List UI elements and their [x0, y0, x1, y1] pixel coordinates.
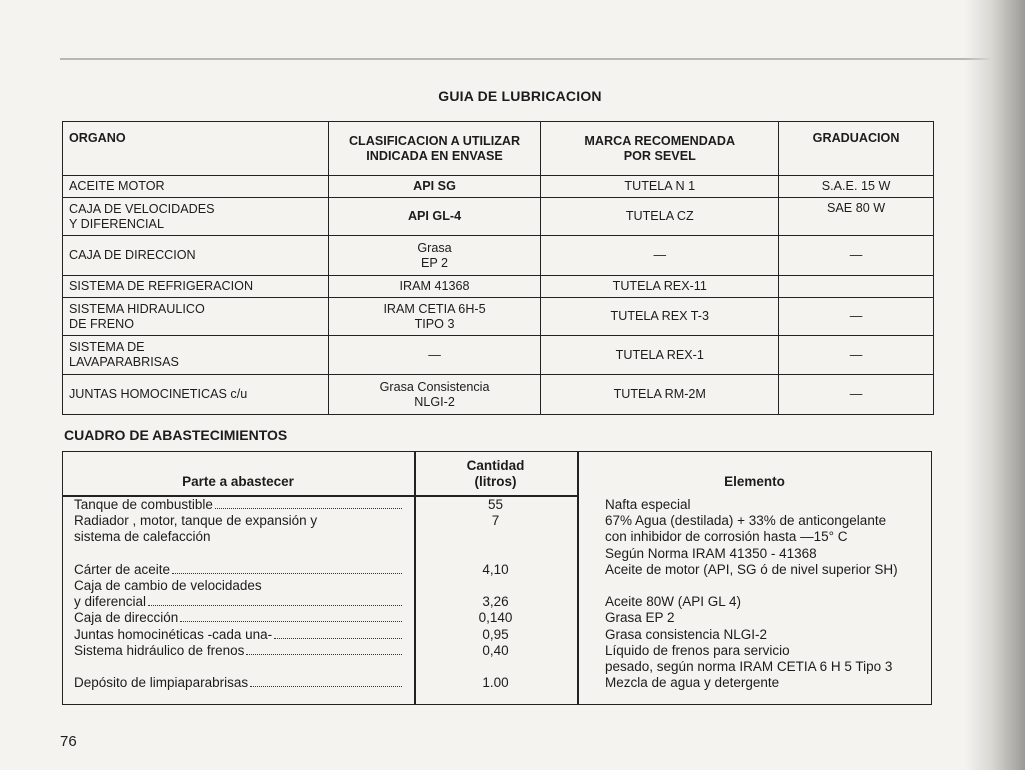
parte-line: [74, 610, 404, 626]
lubrication-table: [62, 121, 934, 415]
parte-text: Sistema hidráulico de frenos: [74, 642, 245, 658]
cell-clasificacion: Grasa Consistencia NLGI-2: [328, 375, 541, 415]
parte-text: Juntas homocinéticas -cada una-: [74, 626, 273, 642]
page-number: 76: [60, 733, 77, 750]
parte-line: Radiador , motor, tanque de expansión y: [74, 513, 318, 529]
cell-organo: SISTEMA DE REFRIGERACION: [63, 276, 329, 298]
parte-line: [74, 562, 404, 578]
elemento-line: Líquido de frenos para servicio: [605, 642, 790, 658]
cell-clasificacion: IRAM CETIA 6H-5 TIPO 3: [328, 298, 541, 336]
parte-line: [74, 643, 404, 659]
dot-leader: [215, 508, 402, 509]
elemento-line: Nafta especial: [605, 497, 691, 512]
elemento-line: Según Norma IRAM 41350 - 41368: [605, 545, 817, 561]
supply-table-title: CUADRO DE ABASTECIMIENTOS: [64, 427, 288, 443]
parte-line: Caja de cambio de velocidades: [74, 577, 262, 593]
elemento-line: con inhibidor de corrosión hasta —15° C: [605, 529, 848, 545]
cell-graduacion: [779, 276, 934, 298]
cell-marca: TUTELA REX-11: [541, 276, 779, 298]
parte-column: [74, 497, 404, 691]
parte-line: [74, 497, 404, 513]
cantidad-value: 7: [491, 513, 500, 529]
parte-line: sistema de calefacción: [74, 529, 211, 545]
top-rule: [60, 58, 995, 60]
elemento-line: pesado, según norma IRAM CETIA 6 H 5 Tipo 3: [605, 658, 893, 674]
cell-organo: CAJA DE DIRECCION: [63, 236, 329, 276]
dot-leader: [246, 654, 402, 655]
table-row: [63, 276, 934, 298]
cell-graduacion: —: [779, 336, 934, 375]
elemento-line: Aceite de motor (API, SG ó de nivel superior SH): [605, 561, 898, 577]
cantidad-value: 0,40: [482, 642, 509, 658]
table-row: [63, 336, 934, 375]
parte-line: [74, 546, 404, 562]
header-organo: ORGANO: [63, 122, 329, 176]
dot-leader: [172, 573, 402, 574]
elemento-line: [605, 578, 927, 594]
cell-graduacion: SAE 80 W: [779, 198, 934, 236]
cell-marca: TUTELA CZ: [541, 198, 779, 236]
cell-organo: SISTEMA HIDRAULICO DE FRENO: [63, 298, 329, 336]
dot-leader: [250, 686, 402, 687]
cell-clasificacion: IRAM 41368: [328, 276, 541, 298]
elemento-line: 67% Agua (destilada) + 33% de anticongelante: [605, 513, 887, 529]
cell-organo: ACEITE MOTOR: [63, 176, 329, 198]
parte-line: [74, 659, 404, 675]
cantidad-value: 3,26: [482, 594, 509, 610]
cantidad-value: 55: [487, 497, 504, 512]
parte-text: Tanque de combustible: [74, 497, 213, 512]
header-parte: Parte a abastecer: [182, 474, 294, 489]
table-row: [63, 375, 934, 415]
elemento-line: Grasa consistencia NLGI-2: [605, 626, 768, 642]
header-marca: MARCA RECOMENDADA POR SEVEL: [541, 122, 779, 176]
cell-clasificacion: API GL-4: [328, 198, 541, 236]
cantidad-value: [414, 659, 577, 675]
parte-line: [74, 627, 404, 643]
cantidad-value: 0,95: [482, 626, 509, 642]
cell-graduacion: —: [779, 236, 934, 276]
cell-marca: TUTELA REX-1: [541, 336, 779, 375]
cell-clasificacion: Grasa EP 2: [328, 236, 541, 276]
cantidad-value: 1.00: [482, 675, 509, 691]
lubrication-guide-title: GUIA DE LUBRICACION: [438, 88, 602, 104]
parte-text: Cárter de aceite: [74, 561, 171, 577]
cell-marca: TUTELA N 1: [541, 176, 779, 198]
book-gutter-shadow: [965, 0, 1025, 770]
header-graduacion: GRADUACION: [779, 122, 934, 176]
cell-marca: —: [541, 236, 779, 276]
cell-organo: SISTEMA DE LAVAPARABRISAS: [63, 336, 329, 375]
parte-text: Depósito de limpiaparabrisas: [74, 675, 249, 691]
lubrication-table-header: [63, 122, 934, 176]
parte-line: [74, 675, 404, 691]
cell-organo: JUNTAS HOMOCINETICAS c/u: [63, 375, 329, 415]
elemento-line: Grasa EP 2: [605, 610, 675, 626]
header-cantidad: Cantidad (litros): [466, 458, 525, 489]
cell-clasificacion: —: [328, 336, 541, 375]
elemento-column: [605, 497, 927, 691]
cell-graduacion: S.A.E. 15 W: [779, 176, 934, 198]
header-elemento: Elemento: [724, 474, 785, 489]
cell-marca: TUTELA REX T-3: [541, 298, 779, 336]
parte-line: [74, 594, 404, 610]
cell-graduacion: —: [779, 375, 934, 415]
elemento-line: Aceite 80W (API GL 4): [605, 594, 742, 610]
cantidad-value: [414, 546, 577, 562]
header-clasificacion: CLASIFICACION A UTILIZAR INDICADA EN ENVASE: [328, 122, 541, 176]
cell-organo: CAJA DE VELOCIDADES Y DIFERENCIAL: [63, 198, 329, 236]
table-row: [63, 198, 934, 236]
cell-marca: TUTELA RM-2M: [541, 375, 779, 415]
dot-leader: [148, 605, 402, 606]
dot-leader: [274, 638, 402, 639]
cell-graduacion: —: [779, 298, 934, 336]
elemento-line: Mezcla de agua y detergente: [605, 675, 780, 691]
cantidad-column: [414, 497, 577, 691]
dot-leader: [180, 621, 402, 622]
table-row: [63, 298, 934, 336]
cantidad-value: 0,140: [478, 610, 513, 626]
cantidad-value: [414, 578, 577, 594]
parte-text: y diferencial: [74, 594, 147, 610]
cell-clasificacion: API SG: [328, 176, 541, 198]
parte-text: Caja de dirección: [74, 610, 179, 626]
table-row: [63, 236, 934, 276]
table-row: [63, 176, 934, 198]
cantidad-value: [414, 529, 577, 545]
cantidad-value: 4,10: [482, 561, 509, 577]
